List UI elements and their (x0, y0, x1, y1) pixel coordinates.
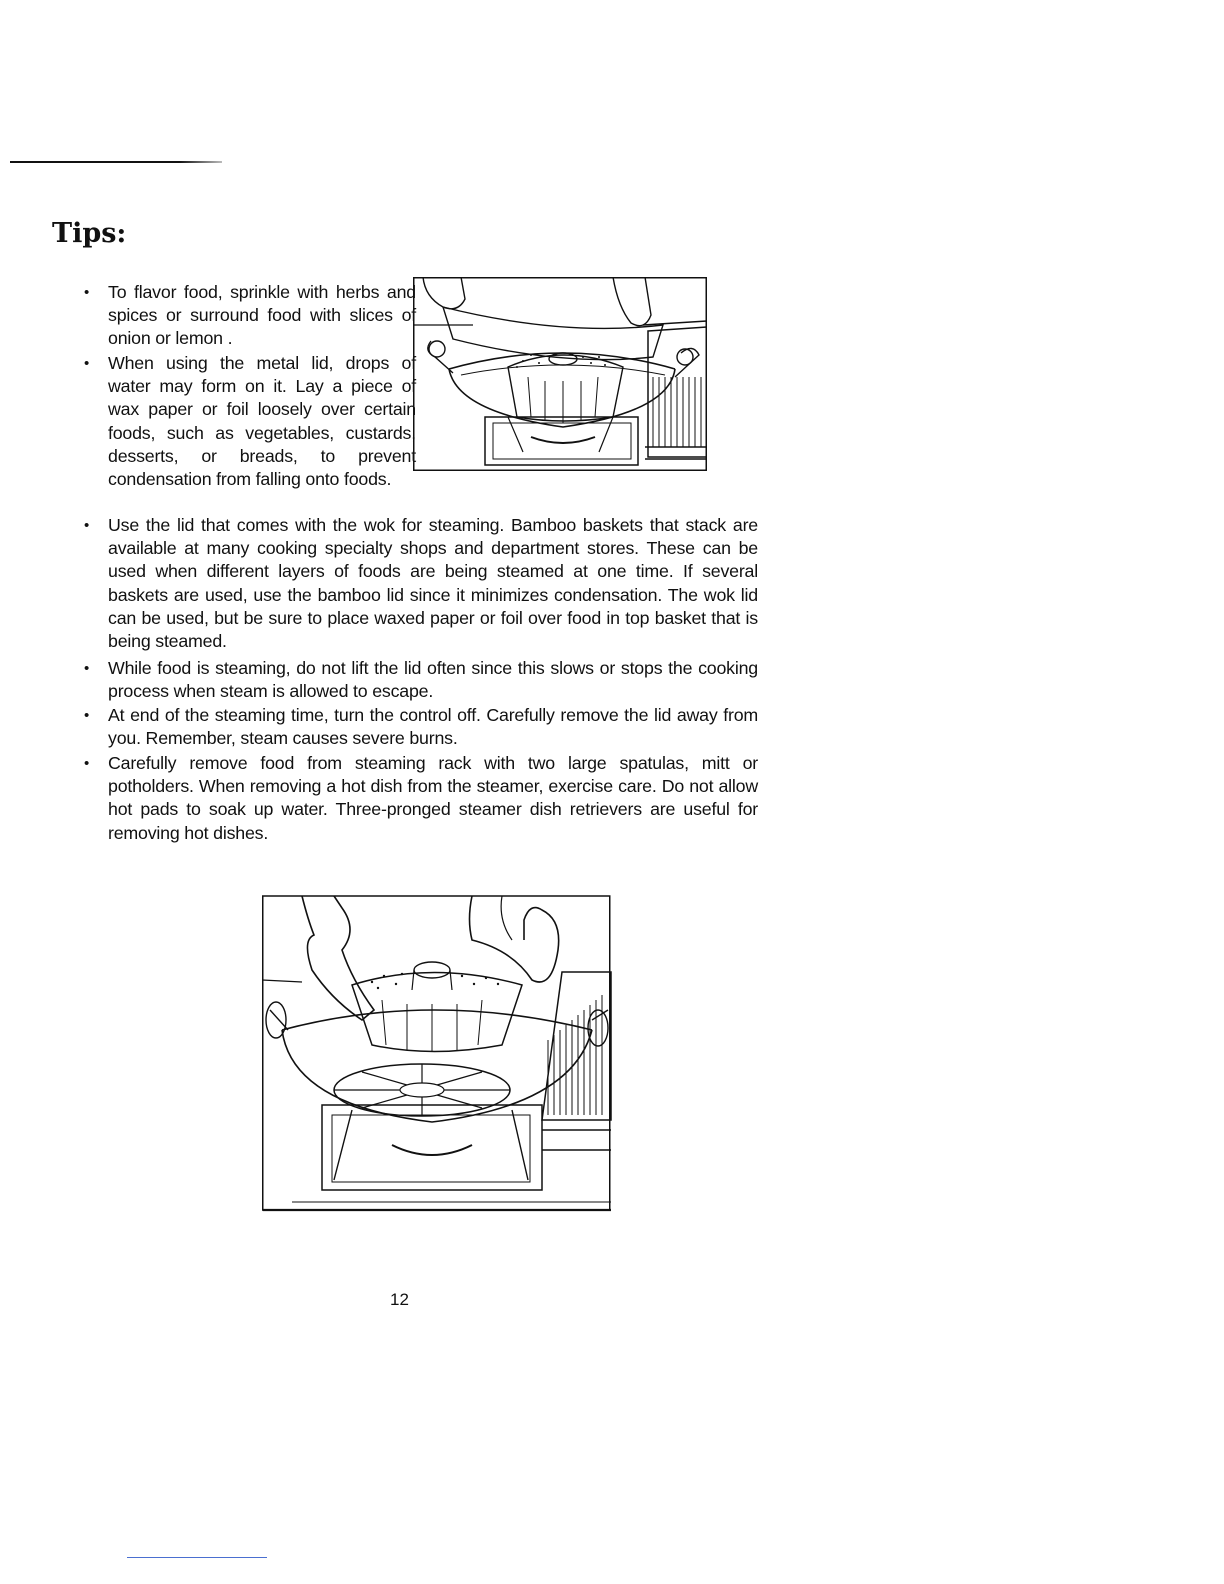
tip-item (84, 352, 416, 491)
bullet-icon: • (84, 355, 90, 372)
tip-item (84, 704, 758, 750)
bullet-icon: • (84, 755, 90, 772)
page-number: 12 (390, 1290, 409, 1309)
bullet-icon: • (84, 660, 90, 677)
tip-item (84, 514, 758, 653)
wok-mitts-illustration (262, 890, 612, 1213)
bullet-icon: • (84, 517, 90, 534)
bullet-icon: • (84, 707, 90, 724)
tip-item (84, 752, 758, 845)
tip-text: When using the metal lid, drops of water may form on it. Lay a piece of wax paper or foil loosely over certain foods, such as vegetables, custards, desserts, or breads, to prevent condensation from falling onto foods. (108, 353, 416, 490)
tip-text: Use the lid that comes with the wok for steaming. Bamboo baskets that stack are available at many cooking specialty shops and department stores. These can be used when different layers of foods are being steamed at one time. If several baskets are used, use the bamboo lid since it minimizes condensation. The wok lid can be used, but be sure to place waxed paper or foil over food in top basket that is being steamed. (108, 515, 758, 652)
tip-text: At end of the steaming time, turn the control off. Carefully remove the lid away from you. Remember, steam causes severe burns. (108, 705, 758, 749)
tip-item (84, 657, 758, 703)
page-heading: Tips: (52, 218, 127, 249)
tip-text: To flavor food, sprinkle with herbs and spices or surround food with slices of onion or lemon . (108, 282, 416, 349)
tip-text: Carefully remove food from steaming rack with two large spatulas, mitt or potholders. When removing a hot dish from the steamer, exercise care. Do not allow hot pads to soak up water. Three-pronged steamer dish retrievers are useful for removing hot dishes. (108, 753, 758, 843)
bullet-icon: • (84, 284, 90, 301)
footer-rule (127, 1557, 267, 1558)
tip-item (84, 281, 416, 351)
tip-text: While food is steaming, do not lift the lid often since this slows or stops the cooking process when steam is allowed to escape. (108, 658, 758, 702)
wok-foil-illustration (413, 277, 707, 471)
header-rule (10, 161, 222, 163)
